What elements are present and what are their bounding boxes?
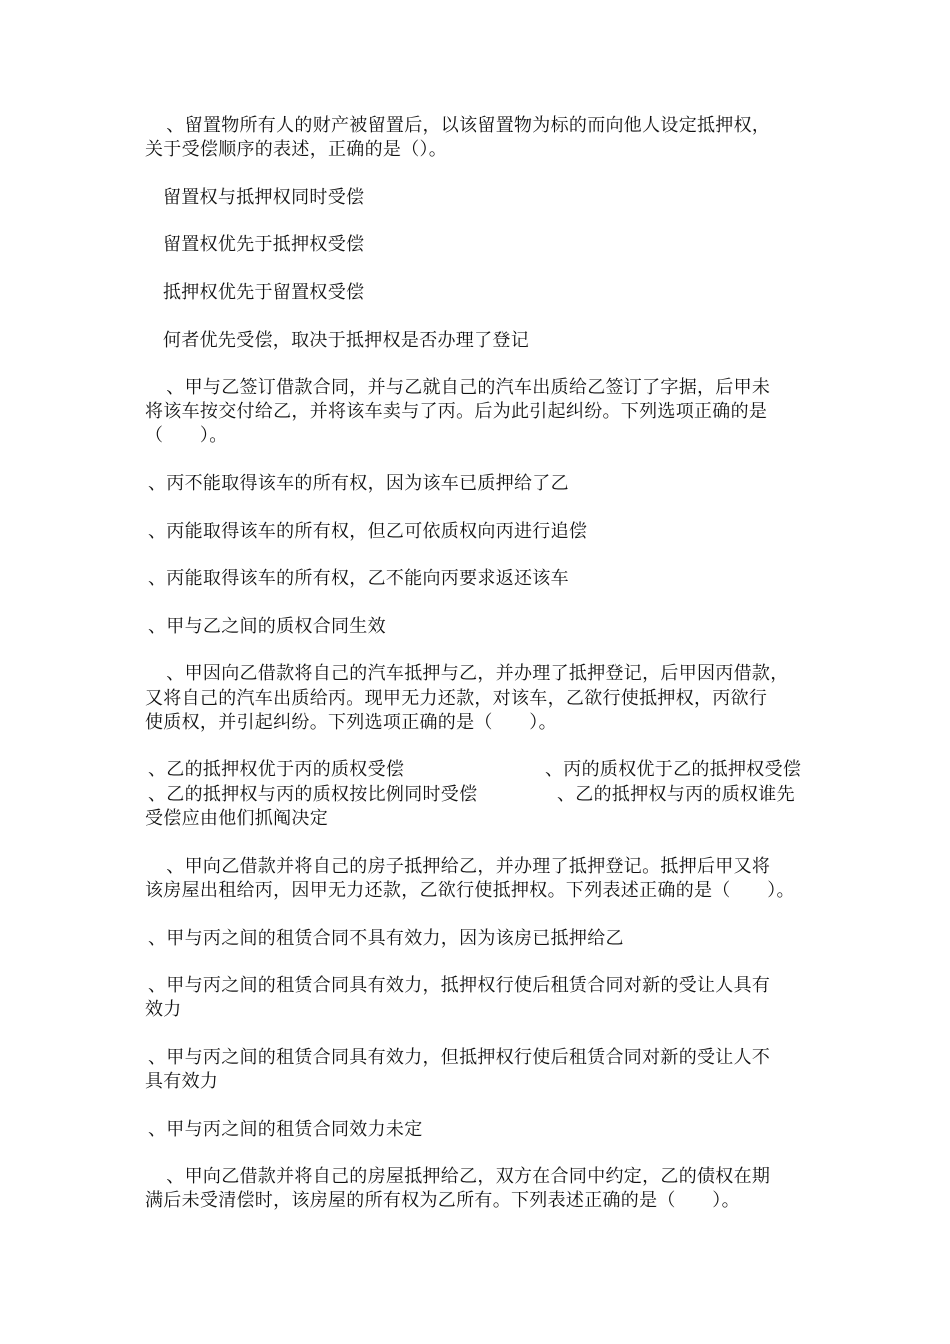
q2-stem-line-1: 、甲与乙签订借款合同，并与乙就自己的汽车出质给乙签订了字据，后甲未: [148, 377, 771, 398]
q4-stem-line-2: 该房屋出租给丙，因甲无力还款，乙欲行使抵押权。下列表述正确的是（ ）。: [145, 880, 795, 901]
q3-option-c: 、乙的抵押权与丙的质权按比例同时受偿: [148, 784, 478, 805]
q3-option-d-continued: 受偿应由他们抓阄决定: [145, 808, 328, 829]
q1-stem-line-2: 关于受偿顺序的表述，正确的是（）。: [145, 139, 448, 160]
q3-stem-line-1: 、甲因向乙借款将自己的汽车抵押与乙，并办理了抵押登记，后甲因丙借款，: [148, 663, 789, 684]
q2-option-d: 、甲与乙之间的质权合同生效: [148, 616, 386, 637]
q4-option-b-line-2: 效力: [145, 999, 182, 1020]
q5-stem-line-2: 满后未受清偿时，该房屋的所有权为乙所有。下列表述正确的是（ ）。: [145, 1190, 740, 1211]
q2-option-a: 、丙不能取得该车的所有权，因为该车已质押给了乙: [148, 473, 569, 494]
q2-option-b: 、丙能取得该车的所有权，但乙可依质权向丙进行追偿: [148, 521, 588, 542]
q3-stem-line-2: 又将自己的汽车出质给丙。现甲无力还款，对该车，乙欲行使抵押权，丙欲行: [145, 688, 768, 709]
q1-stem-line-1: 、留置物所有人的财产被留置后，以该留置物为标的而向他人设定抵押权，: [148, 115, 771, 136]
q4-option-d: 、甲与丙之间的租赁合同效力未定: [148, 1119, 423, 1140]
q3-stem-line-3: 使质权，并引起纠纷。下列选项正确的是（ ）。: [145, 712, 557, 733]
q4-option-a: 、甲与丙之间的租赁合同不具有效力，因为该房已抵押给乙: [148, 928, 624, 949]
q1-option-c: 抵押权优先于留置权受偿: [163, 282, 365, 303]
q4-option-b-line-1: 、甲与丙之间的租赁合同具有效力，抵押权行使后租赁合同对新的受让人具有: [148, 975, 771, 996]
q5-stem-line-1: 、甲向乙借款并将自己的房屋抵押给乙，双方在合同中约定，乙的债权在期: [148, 1166, 771, 1187]
q1-option-d: 何者优先受偿，取决于抵押权是否办理了登记: [163, 330, 529, 351]
q1-option-a: 留置权与抵押权同时受偿: [163, 187, 365, 208]
q4-option-c-line-1: 、甲与丙之间的租赁合同具有效力，但抵押权行使后租赁合同对新的受让人不: [148, 1047, 771, 1068]
q3-option-b: 、丙的质权优于乙的抵押权受偿: [545, 759, 802, 780]
q3-option-a: 、乙的抵押权优于丙的质权受偿: [148, 759, 405, 780]
q3-option-d: 、乙的抵押权与丙的质权谁先: [557, 784, 795, 805]
q2-stem-line-2: 将该车按交付给乙，并将该车卖与了丙。后为此引起纠纷。下列选项正确的是: [145, 401, 768, 422]
q2-option-c: 、丙能取得该车的所有权，乙不能向丙要求返还该车: [148, 568, 569, 589]
q1-option-b: 留置权优先于抵押权受偿: [163, 234, 365, 255]
q4-stem-line-1: 、甲向乙借款并将自己的房子抵押给乙，并办理了抵押登记。抵押后甲又将: [148, 856, 771, 877]
q2-stem-line-3: （ ）。: [145, 425, 228, 446]
q4-option-c-line-2: 具有效力: [145, 1071, 219, 1092]
